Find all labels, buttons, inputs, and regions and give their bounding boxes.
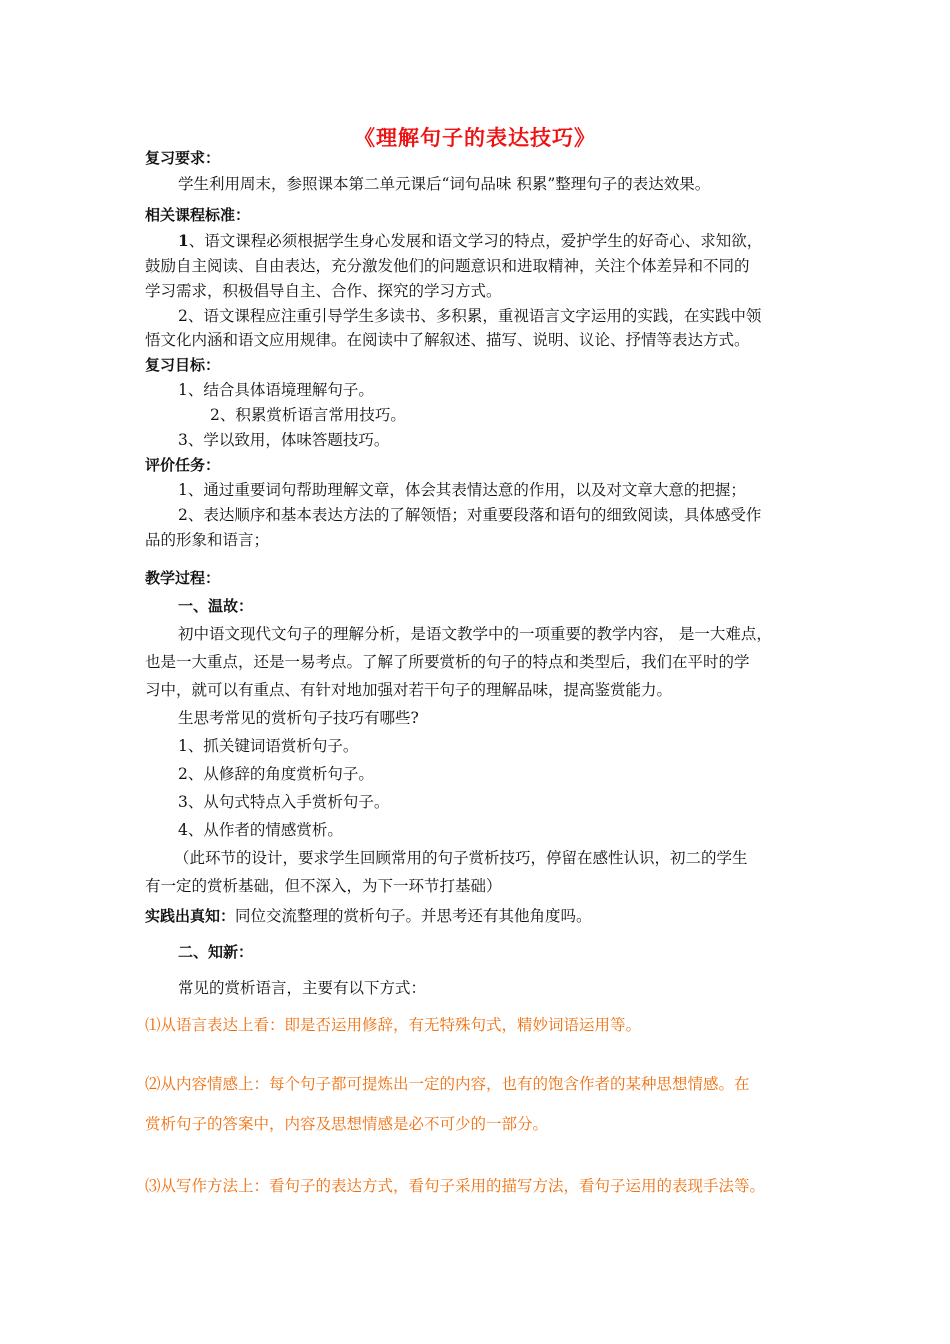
- document-title: 《理解句子的表达技巧》: [354, 125, 596, 150]
- method-item: 2、从修辞的角度赏析句子。: [178, 765, 374, 783]
- review-requirements-heading: 复习要求：: [145, 149, 221, 167]
- standards-p2-line1: 2、语文课程应注重引导学生多读书、多积累，重视语言文字运用的实践，在实践中领: [178, 307, 762, 325]
- method-item: 3、从句式特点入手赏析句子。: [178, 793, 390, 811]
- teaching-process-heading: 教学过程：: [145, 569, 221, 587]
- evaluation-item-2-line2: 品的形象和语言；: [145, 531, 270, 549]
- design-note-line-2: 有一定的赏析基础，但不深入，为下一环节打基础）: [145, 877, 502, 895]
- practice-text: 同位交流整理的赏析句子。并思考还有其他角度吗。: [235, 907, 592, 925]
- curriculum-standards-heading: 相关课程标准：: [145, 206, 251, 224]
- method-content-emotion-line1: ⑵从内容情感上：每个句子都可提炼出一定的内容，也有的饱含作者的某种思想情感。在: [145, 1075, 750, 1093]
- evaluation-item-1: 1、通过重要词句帮助理解文章，体会其表情达意的作用，以及对文章大意的把握；: [178, 481, 746, 499]
- intro-line-2: 也是一大重点，还是一易考点。了解了所要赏析的句子的特点和类型后，我们在平时的学: [145, 653, 750, 671]
- practice-label: 实践出真知：: [145, 907, 236, 925]
- goal-item: 2、积累赏析语言常用技巧。: [210, 406, 406, 424]
- goal-item: 3、学以致用，体味答题技巧。: [178, 431, 390, 449]
- standards-p1-line2: 鼓励自主阅读、自由表达，充分激发他们的问题意识和进取精神，关注个体差异和不同的: [145, 257, 750, 275]
- design-note-line-1: （此环节的设计，要求学生回顾常用的句子赏析技巧，停留在感性认识，初二的学生: [174, 849, 748, 867]
- standards-p1-line1: [178, 231, 762, 251]
- goal-item: 1、结合具体语境理解句子。: [178, 381, 374, 399]
- new-knowledge-heading: 二、知新：: [178, 943, 254, 961]
- practice-line: [145, 906, 592, 926]
- standards-p2-line2: 悟文化内涵和语文应用规律。在阅读中了解叙述、描写、说明、议论、抒情等表达方式。: [145, 331, 750, 349]
- standards-p1-line1-text: 、语文课程必须根据学生身心发展和语文学习的特点，爱护学生的好奇心、求知欲，: [188, 232, 763, 250]
- standards-p1-number: 1: [178, 231, 189, 250]
- review-goals-heading: 复习目标：: [145, 356, 221, 374]
- method-writing-technique: ⑶从写作方法上：看句子的表达方式，看句子采用的描写方法，看句子运用的表现手法等。: [145, 1177, 766, 1195]
- review-requirements-text: 学生利用周末，参照课本第二单元课后“词句品味 积累”整理句子的表达效果。: [178, 175, 711, 193]
- method-content-emotion-line2: 赏析句子的答案中，内容及思想情感是必不可少的一部分。: [145, 1115, 549, 1133]
- standards-p1-line3: 学习需求，积极倡导自主、合作、探究的学习方式。: [145, 282, 502, 300]
- evaluation-tasks-heading: 评价任务：: [145, 456, 221, 474]
- common-methods-intro: 常见的赏析语言，主要有以下方式：: [178, 979, 427, 997]
- intro-line-3: 习中，就可以有重点、有针对地加强对若干句子的理解品味，提高鉴赏能力。: [145, 681, 673, 699]
- evaluation-item-2-line1: 2、表达顺序和基本表达方法的了解领悟；对重要段落和语句的细致阅读，具体感受作: [178, 506, 762, 524]
- thinking-question: 生思考常见的赏析句子技巧有哪些?: [178, 709, 419, 727]
- review-section-heading: 一、温故：: [178, 597, 254, 615]
- method-item: 1、抓关键词语赏析句子。: [178, 737, 359, 755]
- intro-line-1: 初中语文现代文句子的理解分析，是语文教学中的一项重要的教学内容， 是一大难点，: [178, 625, 772, 643]
- method-item: 4、从作者的情感赏析。: [178, 821, 343, 839]
- method-language-expression: ⑴从语言表达上看：即是否运用修辞，有无特殊句式，精妙词语运用等。: [145, 1016, 642, 1034]
